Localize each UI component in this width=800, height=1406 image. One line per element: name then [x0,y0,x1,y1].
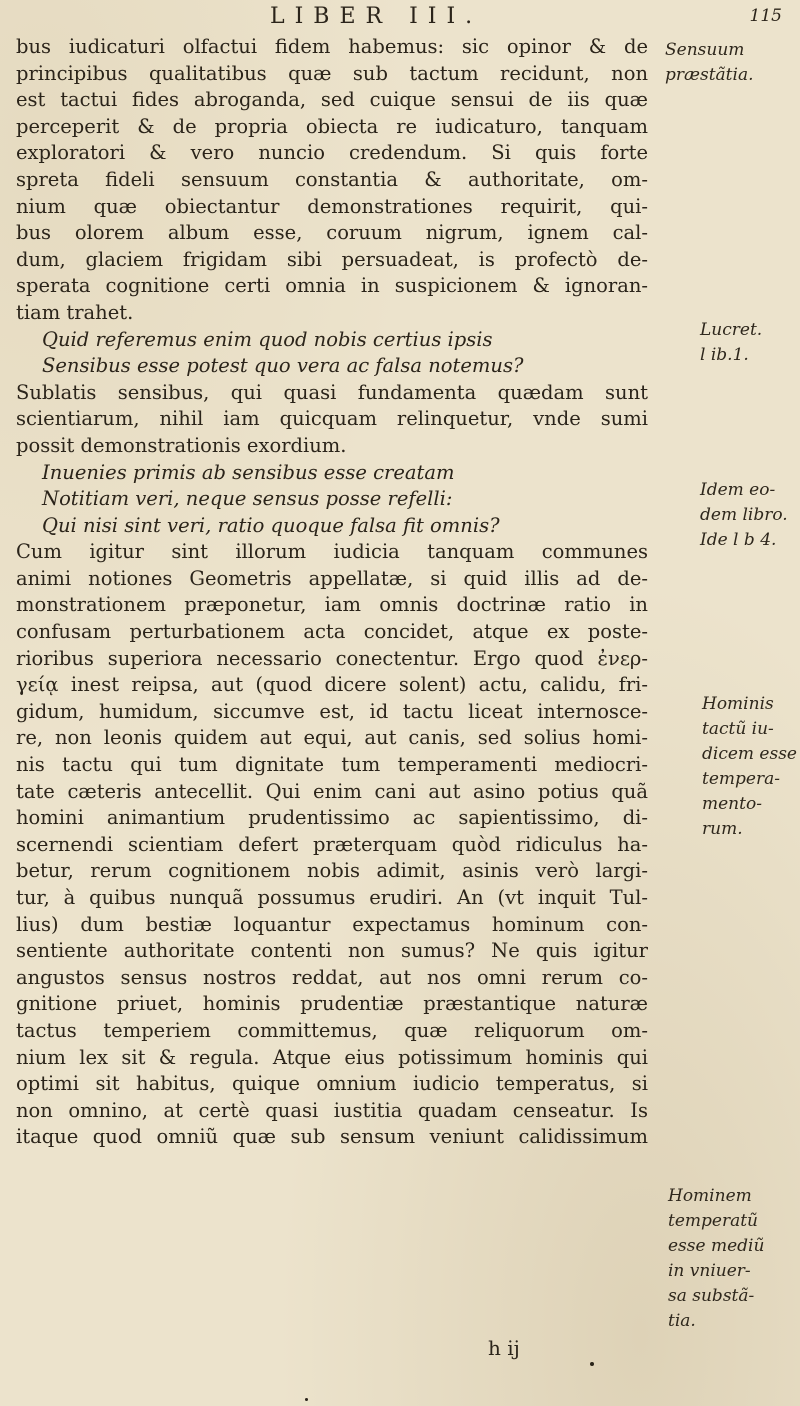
text-line: re, non leonis quidem aut equi, aut canis, sed solius homi- [16,726,648,750]
margin-note-line: Hominis [702,694,774,714]
verse-line: Qui nisi sint veri, ratio quoque falsa fit omnis? [42,513,500,537]
text-line: itaque quod omniũ quæ sub sensum veniunt calidissimum [16,1125,648,1149]
signature-mark: h ij [488,1336,520,1360]
running-head [0,2,800,32]
text-line: optimi sit habitus, quique omnium iudicio temperatus, si [16,1072,648,1096]
text-line: γείᾳ inest reipsa, aut (quod dicere solent) actu, calidu, fri- [16,673,648,697]
text-line: est tactui fides abroganda, sed cuique sensui de iis quæ [16,88,648,112]
text-line: rioribus superiora necessario conectentur. Ergo quod ἐνερ- [16,646,648,670]
margin-note-line: mento- [702,794,762,814]
text-line: scernendi scientiam defert præterquam quòd ridiculus ha- [16,832,648,856]
text-line: confusam perturbationem acta concidet, atque ex poste- [16,620,648,644]
margin-note-line: dicem esse [702,744,797,764]
text-line: perceperit & de propria obiecta re iudicaturo, tanquam [16,114,648,138]
margin-note-lucret [700,318,762,368]
margin-note-line: l ib.1. [700,345,749,365]
text-line: spreta fideli sensuum constantia & authoritate, om- [16,167,648,191]
margin-note-line: esse mediũ [668,1236,765,1256]
margin-note-line: in vniuer- [668,1261,751,1281]
margin-note-line: præstãtia. [665,65,754,85]
text-line: sentiente authoritate contenti non sumus? Ne quis igitur [16,939,648,963]
running-title: LIBER III. [270,4,483,29]
margin-note-line: temperatũ [668,1211,758,1231]
text-line: gidum, humidum, siccumve est, id tactu liceat internosce- [16,699,648,723]
text-line: sperata cognitione certi omnia in suspicionem & ignoran- [16,274,648,298]
margin-note-hominis [702,692,797,842]
text-line: gnitione priuet, hominis prudentiæ præstantique naturæ [16,992,648,1016]
page-footer [0,1336,800,1376]
page-number: 115 [749,6,782,26]
main-text [16,34,648,1151]
text-line: bus olorem album esse, coruum nigrum, ignem cal- [16,221,648,245]
text-line: lius) dum bestiæ loquantur expectamus hominum con- [16,912,648,936]
text-line: scientiarum, nihil iam quicquam relinquetur, vnde sumi [16,407,648,431]
text-line: tur, à quibus nunquã possumus erudiri. An (vt inquit Tul- [16,886,648,909]
text-line: animi notiones Geometris appellatæ, si quid illis ad de- [16,566,648,590]
margin-note-line: Lucret. [700,320,763,340]
verse-line: Quid referemus enim quod nobis certius ipsis [42,327,493,351]
verse-line: Sensibus esse potest quo vera ac falsa notemus? [42,354,524,378]
margin-note-idem [700,478,788,553]
margin-note-line: Sensuum [665,40,745,60]
margin-note-hominem [668,1184,764,1334]
text-line: Cum igitur sint illorum iudicia tanquam communes [16,540,648,564]
margin-note-line: sa substã- [668,1286,755,1306]
text-line: bus iudicaturi olfactui fidem habemus: sic opinor & de [16,35,648,58]
text-line: principibus qualitatibus quæ sub tactum recidunt, non [16,61,648,85]
margin-note-line: tactũ iu- [702,719,774,739]
text-line: angustos sensus nostros reddat, aut nos omni rerum co- [16,965,648,989]
text-line: nium quæ obiectantur demonstrationes requirit, qui- [16,194,648,218]
margin-note-line: Ide l b 4. [700,530,777,550]
text-line: nium lex sit & regula. Atque eius potissimum hominis qui [16,1045,648,1069]
ink-speck [590,1362,594,1366]
margin-note-line: dem libro. [700,505,788,525]
verse-line: Notitiam veri, neque sensus posse refelli: [42,487,453,511]
text-line: tate cæteris antecellit. Qui enim cani aut asino potius quã [16,779,648,803]
text-line: possit demonstrationis exordium. [16,433,347,457]
margin-note-line: Hominem [668,1186,752,1206]
text-line: non omnino, at certè quasi iustitia quadam censeatur. Is [16,1098,648,1122]
text-line: Sublatis sensibus, qui quasi fundamenta quædam sunt [16,380,648,404]
text-line: betur, rerum cognitionem nobis adimit, asinis verò largi- [16,859,648,883]
verse-line: Inuenies primis ab sensibus esse creatam [42,460,455,484]
margin-note-line: tia. [668,1311,696,1331]
margin-note-line: rum. [702,819,743,839]
margin-note-line: tempera- [702,769,780,789]
ink-speck [305,1398,308,1401]
text-line: exploratori & vero nuncio credendum. Si quis forte [16,141,648,165]
text-line: dum, glaciem frigidam sibi persuadeat, is profectò de- [16,247,648,271]
margin-note-line: Idem eo- [700,480,776,500]
text-line: nis tactu qui tum dignitate tum temperamenti mediocri- [16,753,648,777]
text-line: tactus temperiem committemus, quæ reliquorum om- [16,1018,648,1042]
text-line: monstrationem præponetur, iam omnis doctrinæ ratio in [16,593,648,617]
margin-note-sensuum [665,38,754,88]
text-line: homini animantium prudentissimo ac sapientissimo, di- [16,806,648,830]
text-line: tiam trahet. [16,300,134,324]
